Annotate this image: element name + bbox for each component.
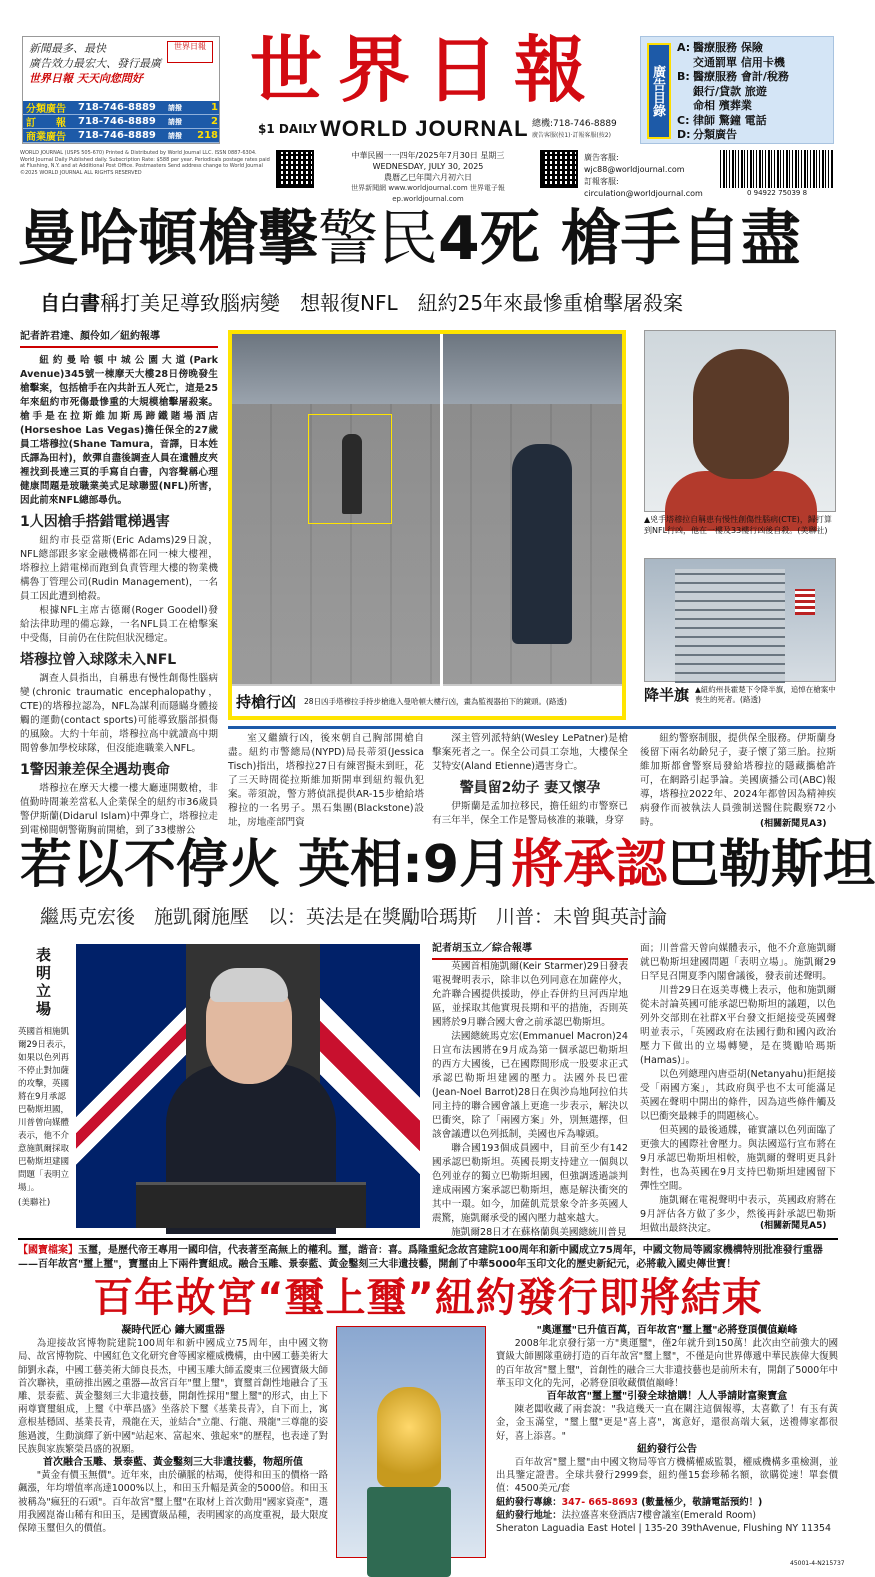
photo-caption [232,686,622,716]
lead-subheadline: 自白書稱打美足導致腦病變 想報復NFL 紐約25年來最慘重槍擊屠殺案 [40,291,684,315]
directory-item: D: 分類廣告 [677,128,737,141]
paragraph: 紐約市長亞當斯(Eric Adams)29日說，NFL總部跟多家金融機構都在同一棟大樓裡，塔穆拉上錯電梯而跑到負責管理大樓的物業機構魯丁管理公司(Rudin Management)，一名員工因此遭到槍殺。 [20,535,218,602]
ad-phone-row: 商業廣告 718-746-8889 請撥 218 [23,129,219,143]
section-heading: 警員留2幼子 妻又懷孕 [459,780,601,796]
photo-divider [440,334,443,686]
paragraph: 2008年北京發行第一方"奧運璽"，僅2年就升到150萬！此次由空前強大的國寶級大師團隊重磅打造的百年故宮"璽上璽"，不僅是向世界傳遞中華民族偉大復興的百年故宮"璽上璽"，首創性的融合三大非遺技藝也是前所未有，開創了5000年中華玉印文化的先河，必將登頂收藏價值巅峰！ [496,1338,838,1389]
building-shape [675,569,785,683]
ad-intro: 【國寶檔案】玉璽，是歷代帝王專用一國印信，代表著至高無上的權利。璽，諧音：喜。爲隆重紀念故宮建院100周年和新中國成立75周年，中國文物局等國家機構特別批准發行重器——百年故宮"璽上璽"，寶璽由上下兩件寶組成。融合玉雕、景泰藍、黃金鑿刻三大非遺技藝，開創了中華5000年玉印文化的歷史新紀元，必將載入國史傳世寶！ [18,1245,823,1270]
second-subheadline: 繼馬克宏後 施凱爾施壓 以：英法是在獎勵哈瑪斯 川普：未曾與英討論 [40,906,668,928]
barcode-icon [720,150,834,188]
newspaper-title: 世界日報 [249,27,602,112]
gunman-figure [342,434,362,514]
paragraph: 深主管列派特納(Wesley LePatner)是槍擊案死者之一。保全公司員工奈地，大樓保全艾特安(Aland Etienne)遇害身亡。 [432,733,628,772]
ad-section-heading: 紐約發行公告 [637,1443,697,1455]
directory-item: 命相 殯葬業 [693,99,752,112]
qr-code-icon [276,150,314,188]
ad-section-heading: 百年故宮"璽上璽"引發全球搶購！人人爭請財富聚寶盒 [546,1391,788,1403]
ad-phone-row: 分類廣告 718-746-8889 請撥 1 [23,101,219,115]
urls: 世界新聞網 www.worldjournal.com 世界電子報 ep.worldjournal.com [351,184,505,203]
flag-icon [795,589,815,615]
paragraph: 但英國的最後通牒，確實讓以色列面臨了更強大的國際社會壓力。與法國巡行宣布將在9月承認巴勒斯坦相較，施凱爾的聲明更具針對性，也為英國在9月支持巴勒斯坦建國留下彈性空間。 [640,1125,836,1192]
paragraph: 陳老闆收藏了兩套說："我這幾天一直在關注這個報導，太喜歡了！有玉有黃金，金玉滿堂，"璽上璽"更是"喜上喜"，寓意好，還很高端大氣，送禮傳家都很好，喜上添喜。" [496,1404,838,1442]
qr-code-icon [540,150,578,188]
section-heading: 塔穆拉曾入球隊未入NFL [20,652,177,668]
ad-product-image [336,1326,486,1558]
directory-item: B: 醫療服務 會計/稅務 [677,70,789,83]
section-heading: 1人因槍手搭錯電梯遇害 [20,514,170,530]
caption-title: 降半旗 [644,686,690,704]
contact-subscription: 訂報客服: circulation@worldjournal.com [584,177,703,198]
ad-address: 紐約發行地址：法拉盛喜來登酒店7樓會議室(Emerald Room) [496,1509,757,1521]
ad-directory [640,36,834,144]
slogan-line: 廣告效力最宏大、發行最廣 [29,57,161,70]
second-headline: 若以不停火 英相:9月將承認巴勒斯坦 [20,835,875,895]
directory-item: A: 醫療服務 保險 [677,41,763,54]
lead-story-column [20,330,218,836]
barcode-number: 0 94922 75039 8 [746,189,808,197]
ad-phone-row: 訂 報 718-746-8889 請撥 2 [23,115,219,129]
directory-item: 交通罰單 信用卡機 [693,55,785,69]
golden-dragon-seal [377,1387,441,1487]
phone-line: 總機:718-746-8889 [532,119,617,129]
ad-section-heading: 凝時代匠心 鑄大國重器 [121,1325,225,1336]
date-cn: 中華民國一一四年/2025年7月30日 星期三 [351,151,505,160]
section-heading: 1警因兼差保全遇劫喪命 [20,762,170,778]
side-caption [18,946,72,1226]
paragraph: 施凱爾28日才在蘇格蘭與美國總統川普見 [451,1227,627,1238]
caption-title: 表明立場 [36,946,52,1018]
ad-directory-tag: 廣告目錄 [647,43,671,139]
phone-sub: 廣告客服(按1)·訂報客服(按2) [532,132,611,139]
ad-column-left [18,1324,328,1556]
contact-ad: 廣告客服: wjc88@worldjournal.com [584,153,685,174]
suspect-caption: ▲兇手塔穆拉自稱患有慢性創傷性腦病(CTE)，歸打算到NFL行凶，他在一樓及33樓行凶後自殺。(美聯社) [644,515,832,535]
slogan-line: 新聞最多、最快 [29,42,106,55]
photo-prime-minister [76,944,420,1228]
ad-address-en: Sheraton Laguadia East Hotel | 135-20 39thAvenue, Flushing NY 11354 [496,1523,831,1535]
byline: 記者許君達、顏伶如／紐約報導 [20,330,218,348]
imprint: WORLD JOURNAL (USPS 505-670) Printed & Distributed by World Journal LLC. ISSN 0887-6304. World Journal Daily Published daily. Subscription Rate: $588 per year. Periodicals postage rates paid at Flushing, N.Y. and at Additional Post Office. Postmasters Send address change to World Journal ©2025 WORLD JOURNAL ALL RIGHTS RESERVED [20,150,270,176]
ad-section-heading: 首次融合玉雕、景泰藍、黃金鑿刻三大非遺技藝，物超所值 [43,1457,303,1469]
paragraph: 室又繼續行凶，後來朝自己胸部開槍自盡。紐約市警總局(NYPD)局長蒂須(Jessica Tisch)指出，塔穆拉27日有練習擬未到旺，花了三天時間從拉斯維加斯開車到紐約報仇犯案。蒂須說，警方將偵訊提供AR-15步槍給塔穆拉的一名男子。黑石集團(Blackstone)設址，房地產部門資 [228,733,424,828]
footer-code: 45001-4-N215737 [790,1560,845,1567]
photo-building [644,558,836,682]
photo-gunman-cctv [228,330,626,720]
price: $1 DAILY [258,122,318,136]
paragraph: 紐約警察制服，提供保全服務。伊斯蘭身後留下兩名幼齡兒子，妻子懷了第三胎。拉斯維加斯都會警察局發給塔穆拉的隱藏攜槍許可，在網路引起爭論。美國廣播公司(ABC)報導，塔穆拉2022年、2024年都曾因為精神疾病發作而被執法人員強制送醫住院觀察72小時。 [640,733,836,828]
photo-background [232,334,622,404]
ad-top-rule [18,1238,838,1240]
paragraph: 施凱爾在電視聲明中表示，英國政府將在9月評估各方做了多少，然後再針承認巴勒斯坦做出最終決定。 [640,1195,836,1234]
lead-headline: 曼哈頓槍擊警民4死 槍手自盡 [18,204,801,274]
masthead-phone [532,118,632,142]
lead-intro: 紐約曼哈頓中城公園大道(Park Avenue)345號一棟摩天大樓28日傍晚發生槍擊案，包括槍手在內共計五人死亡，這是25年來紐約市死傷最慘重的大規模槍擊屠殺案。槍手是在拉斯維加斯馬蹄鐵賭場酒店(Horseshoe Las Vegas)擔任保全的27歲員工塔穆拉(Shane Tamura，音譯，日本姓氏譯為田村)，飲彈自盡後調查人員在遺體皮夾裡找到長達三頁的手寫自白書，內容聲稱心理健康問題是玻職業美式足球聯盟(NFL)所害，因此前來NFL總部尋仇。 [20,355,218,506]
paragraph: 面；川普當天曾向媒體表示，他不介意施凱爾就巴勒斯坦建國問題「表明立場」。施凱爾29日罕見召開夏季內閣會議後，發表前述聲明。 [640,943,836,982]
paragraph: 為迎接故宮博物院建院100周年和新中國成立75周年，由中國文物局、故宮博物院、中國紅色文化研究會等國家權威機構，由中國工藝美術大師劉永森，中國工藝美術大師良長杰，中國玉雕大師孟慶東三位國寶級大師首次聯袂，重磅推出國之重器—故宮百年"璽上璽"，寶璽首創性地融合了玉雕、景泰藍、黃金鑿刻三大非遺技藝，開創性採用"璽上璽"的形式，由上下兩尊寶璽組成，上璽《中華昌盛》坐落於下璽《基業長青》，自下而上，寓意根基穩固、基業長青，飛龍在天，並結合"立龍、行龍、飛龍"三尊龍的姿態過渡，生動演繹了新中國"站起來、富起來、強起來"的歷程，也表達了對民族與家族繁榮昌盛的祝願。 [18,1338,328,1455]
contact-emails [584,152,714,200]
photo-shape [210,968,288,1002]
lectern-shape [136,1182,366,1228]
caption-credit: (美聯社) [18,1198,51,1208]
ad-slogan [29,41,169,86]
related-ref: (相關新聞見A3) [760,819,827,829]
paragraph: 百年故宮"璽上璽"由中國文物局等官方機構權威監製，權威機構多重檢測，並出具鑒定證書。全球共發行2999套，紐約僅15套珍稀名額，欲購從速！單套價值：4500美元/套 [496,1457,838,1495]
paragraph: 根據NFL主席古德爾(Roger Goodell)發給法律助理的備忘錄，一名NFL員工在槍擊案中受傷，目前仍在住院但狀況穩定。 [20,605,218,644]
ad-directory-list [677,41,789,143]
photo-shape [693,349,789,479]
slogan-line: 世界日報 天天向您問好 [29,72,143,85]
lead-story-continued [432,732,628,832]
caption-text: 英國首相施凱爾29日表示，如果以色列再不停止對加薩的攻擊，英國將在9月承認巴勒斯坦國，川普曾向媒體表示，他不介意施凱爾採取巴勒斯坦建國問題「表明立場」。 [18,1027,72,1193]
ad-hotline: 紐約發行專線：347- 665-8693 (數量極少，敬請電話預約！) [496,1496,763,1508]
ad-headline: 百年故宮“璽上璽”紐約發行即將結束 [93,1275,763,1321]
gunman-figure [512,444,572,644]
paragraph: "黃金有價玉無價"。近年來，由於礦脈的枯竭，使得和田玉的價格一路飆漲，年均增值率高達1000%以上，和田玉升幅是黃金的5000倍。和田玉被稱為"瘋狂的石頭"。百年故宮"璽上璽"在取材上首次動用"國家資產"，選用我國崑崙山稀有和田玉，是國寶級品種，表明國家的高度重視，最大限度保障玉璽但久的價值。 [18,1470,328,1535]
lead-story-continued [228,732,424,832]
mini-logo: 世界日報 [167,41,213,63]
english-title: WORLD JOURNAL [320,116,529,141]
directory-item: C: 律師 驚鐘 電話 [677,113,767,127]
building-caption [644,684,836,705]
ad-phone-rows [23,101,219,143]
byline: 記者胡玉立／綜合報導 [432,942,628,960]
photo-suspect [644,330,836,512]
caption-text: 28日凶手塔穆拉手持步槍進入曼哈頓大樓行凶，畫為監視器拍下的鏡頭。(路透) [304,696,567,706]
directory-item: 銀行/貸款 旅遊 [693,84,767,98]
related-ref: (相關新聞見A5) [760,1221,827,1231]
date-block [320,150,536,205]
paragraph: 以色列總理內唐亞胡(Netanyahu)拒絕接受「兩國方案」，其政府與乎也不太可能滿足英國在聲明中開出的條件，因為這些條件觸及以巴衝突最棘手的問題核心。 [640,1069,836,1122]
date-lunar: 農曆乙巳年閏六月初六日 [384,173,472,182]
masthead-ad-left [22,36,220,144]
advertisement [18,1244,838,1564]
second-story-column [432,942,628,1238]
section-rule [228,726,836,729]
paragraph: 聯合國193個成員國中，目前至少有142國承認巴勒斯坦。英國長期支持建立一個與以色列並存的獨立巴勒斯坦國，但強調透過談判達成兩國方案承認巴勒斯坦，應是解決衝突的其中一環。如今，加薩飢荒景象令許多英國人震驚，施凱爾承受的國內壓力越來越大。 [432,1143,628,1224]
date-en: WEDNESDAY, JULY 30, 2025 [372,162,484,171]
paragraph: 英國首相施凱爾(Keir Starmer)29日發表電視聲明表示，除非以色列同意在加薩停火，允許聯合國提供援助，停止吞併約旦河西岸地區，並採取其他實現長期和平的措施，否則英國將於9月聯合國大會之前承認巴勒斯坦。 [432,961,628,1028]
paragraph: 川普29日在返美專機上表示，他和施凱爾從未討論英國可能承認巴勒斯坦的議題，以色列外交部則在社群X平台發文拒絕接受英國聲明並表示，「英國政府在法國行動和國內政治壓力下做出的立場轉變，是在獎勵哈瑪斯(Hamas)」。 [640,985,836,1066]
paragraph: 塔穆拉在摩天大樓一樓大廳連開數槍，非值勤時間兼差當私人企業保全的紐約市36歲員警伊斯蘭(Didarul Islam)中彈身亡，塔穆拉走到電梯間朝警衛胸前開槍，到了33樓辦公 [20,783,218,836]
paragraph: 調查人員指出，自稱患有慢性創傷性腦病變(chronic traumatic encephalopathy，CTE)的塔穆拉認為，NFL為謀利而隱瞞身體接觸的運動(contact sports)可能導致腦部損傷的風險。大約十年前，塔穆拉高中就讀高中期間曾參加學校球隊，但沒能進職業入NFL。 [20,673,218,754]
ad-section-heading: "奧運璽"已升值百萬，百年故宮"璽上璽"必將登頂價值巅峰 [536,1325,798,1336]
ad-column-right [496,1324,838,1560]
jade-seal-base [367,1487,451,1577]
paragraph: 伊斯蘭是孟加拉移民，擔任紐約市警察已有三年半，保全工作是警局核准的兼職，身穿 [432,801,628,826]
caption-title: 持槍行凶 [236,692,297,711]
paragraph: 法國總統馬克宏(Emmanuel Macron)24日宣布法國將在9月成為第一個承認巴勒斯坦的西方大國後，已在國際間形成一股要求正式承認巴勒斯坦建國的壓力。法國外長巴霍(Jean-Noel Barrot)28日在與沙烏地阿拉伯共同主持的聯合國會議上更進一步表示，解決以巴衝突，除了「兩國方案」外，別無選擇，但該會議遭以色列抵制，美國也斥為噱頭。 [432,1031,628,1140]
caption-text: ▲紐約州長霍楚下令降半旗，追悼在槍案中喪生的死者。(路透) [695,684,836,704]
